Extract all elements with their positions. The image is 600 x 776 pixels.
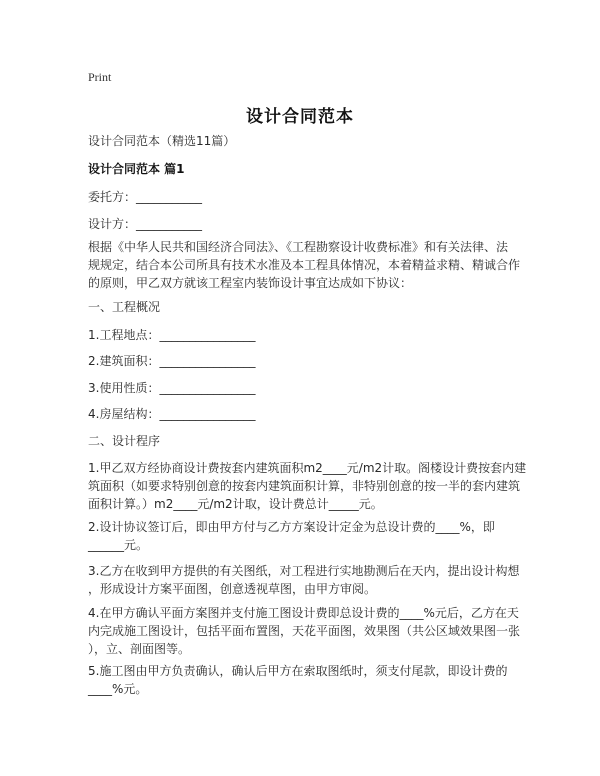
paragraph-line: 面积计算。）m2____元/m2计取，设计费总计_____元。: [88, 497, 383, 511]
client-field: 委托方：___________: [88, 190, 203, 204]
document-subtitle: 设计合同范本（精选11篇）: [88, 134, 236, 148]
project-item-usage: 3.使用性质：________________: [88, 381, 256, 395]
paragraph-line: 3.乙方在收到甲方提供的有关图纸，对工程进行实地勘测后在天内，提出设计构想: [88, 564, 520, 578]
document-title: 设计合同范本: [246, 107, 354, 127]
paragraph-line: 2.设计协议签订后，即由甲方付与乙方方案设计定金为总设计费的____%，即: [88, 520, 495, 534]
paragraph-line: 规规定，结合本公司所具有技术水准及本工程具体情况，本着精益求精、精诚合作: [88, 258, 521, 272]
paragraph-line: ），立、剖面图等。: [88, 642, 191, 656]
paragraph-line: 筑面积（如要求特别创意的按套内建筑面积计算，非特别创意的按一半的套内建筑: [88, 479, 521, 493]
intro-paragraph: [88, 238, 524, 292]
paragraph-line: 1.甲乙双方经协商设计费按套内建筑面积m2____元/m2计取。阁楼设计费按套内建: [88, 461, 527, 475]
project-item-structure: 4.房屋结构：________________: [88, 407, 256, 421]
paragraph-line: ，形成设计方案平面图，创意透视草图，由甲方审阅。: [88, 582, 377, 596]
project-item-area: 2.建筑面积：________________: [88, 354, 256, 368]
paragraph-line: 5.施工图由甲方负责确认，确认后甲方在索取图纸时，须支付尾款，即设计费的: [88, 664, 508, 678]
section-heading-procedure: 二、设计程序: [88, 434, 161, 448]
paragraph-line: 的原则，甲乙双方就该工程室内装饰设计事宜达成如下协议：: [88, 276, 413, 290]
paragraph-line: ______元。: [88, 538, 149, 552]
project-item-location: 1.工程地点：________________: [88, 328, 256, 342]
clause-5: [88, 662, 524, 698]
paragraph-line: 内完成施工图设计，包括平面布置图，天花平面图，效果图（共公区域效果图一张: [88, 624, 521, 638]
paragraph-line: ____%元。: [88, 682, 148, 696]
clause-1: [88, 459, 527, 513]
section-heading-overview: 一、工程概况: [88, 300, 161, 314]
paragraph-line: 根据《中华人民共和国经济合同法》、《工程勘察设计收费标准》和有关法律、法: [88, 240, 509, 254]
section-title: 设计合同范本 篇1: [88, 162, 185, 176]
print-label: Print: [88, 70, 112, 84]
clause-2: [88, 518, 524, 554]
clause-3: [88, 562, 524, 598]
paragraph-line: 4.在甲方确认平面方案图并支付施工图设计费即总设计费的____%元后，乙方在天: [88, 606, 519, 620]
clause-4: [88, 604, 524, 658]
designer-field: 设计方：___________: [88, 217, 203, 231]
